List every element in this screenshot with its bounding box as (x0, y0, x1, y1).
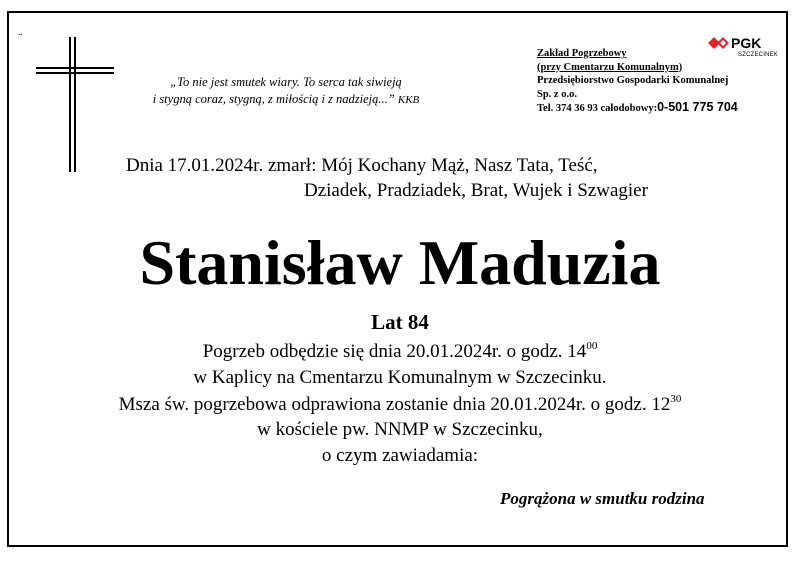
funeral-time-minutes: 00 (586, 340, 598, 352)
corner-dots: .. (18, 27, 23, 37)
funeral-date-line: Pogrzeb odbędzie się dnia 20.01.2024r. o godz. $14^{00}$ (202, 340, 598, 362)
diamond-logo-icon (708, 37, 732, 49)
quote-line-2: i stygną coraz, stygną, z miłością i z nadzieją...” KKB (152, 92, 420, 106)
quote (126, 74, 446, 109)
quote-line-1: „To nie jest smutek wiary. To serca tak siwieją (170, 75, 402, 89)
mass-date-line: Msza św. pogrzebowa odprawiona zostanie dnia 20.01.2024r. o godz. $12^{30}$ (118, 393, 682, 415)
company-owner: Przedsiębiorstwo Gospodarki Komunalnej (537, 75, 729, 86)
company-phone: Tel. 374 36 93 całodobowy:0-501 775 704 (537, 100, 738, 114)
announcement-line-1: Dnia 17.01.2024r. zmarł: Mój Kochany Mąż, Nasz Tata, Teść, (126, 155, 598, 176)
family-signature: Pogrążona w smutku rodzina (500, 489, 705, 508)
cross-icon (36, 37, 114, 172)
logo-text: PGK (731, 35, 762, 51)
logo-city: SZCZECINEK (738, 52, 779, 58)
mass-location-line: w kościele pw. NNMP w Szczecinku, (257, 419, 543, 440)
funeral-location-line: w Kaplicy na Cmentarzu Komunalnym w Szczecinku. (193, 367, 607, 388)
company-location: (przy Cmentarzu Komunalnym) (537, 61, 683, 73)
announcement-line-2: Dziadek, Pradziadek, Brat, Wujek i Szwagier (304, 180, 648, 201)
deceased-name: Stanisław Maduzia (139, 227, 661, 298)
mass-time-minutes: 30 (670, 393, 682, 405)
deceased-age: Lat 84 (371, 310, 429, 334)
quote-author: KKB (397, 94, 420, 106)
company-legal-form: Sp. z o.o. (537, 88, 577, 100)
company-name: Zakład Pogrzebowy (537, 48, 627, 59)
phone-24h: 0-501 775 704 (657, 100, 738, 114)
pgk-logo (708, 35, 779, 61)
notice-line: o czym zawiadamia: (321, 445, 479, 466)
